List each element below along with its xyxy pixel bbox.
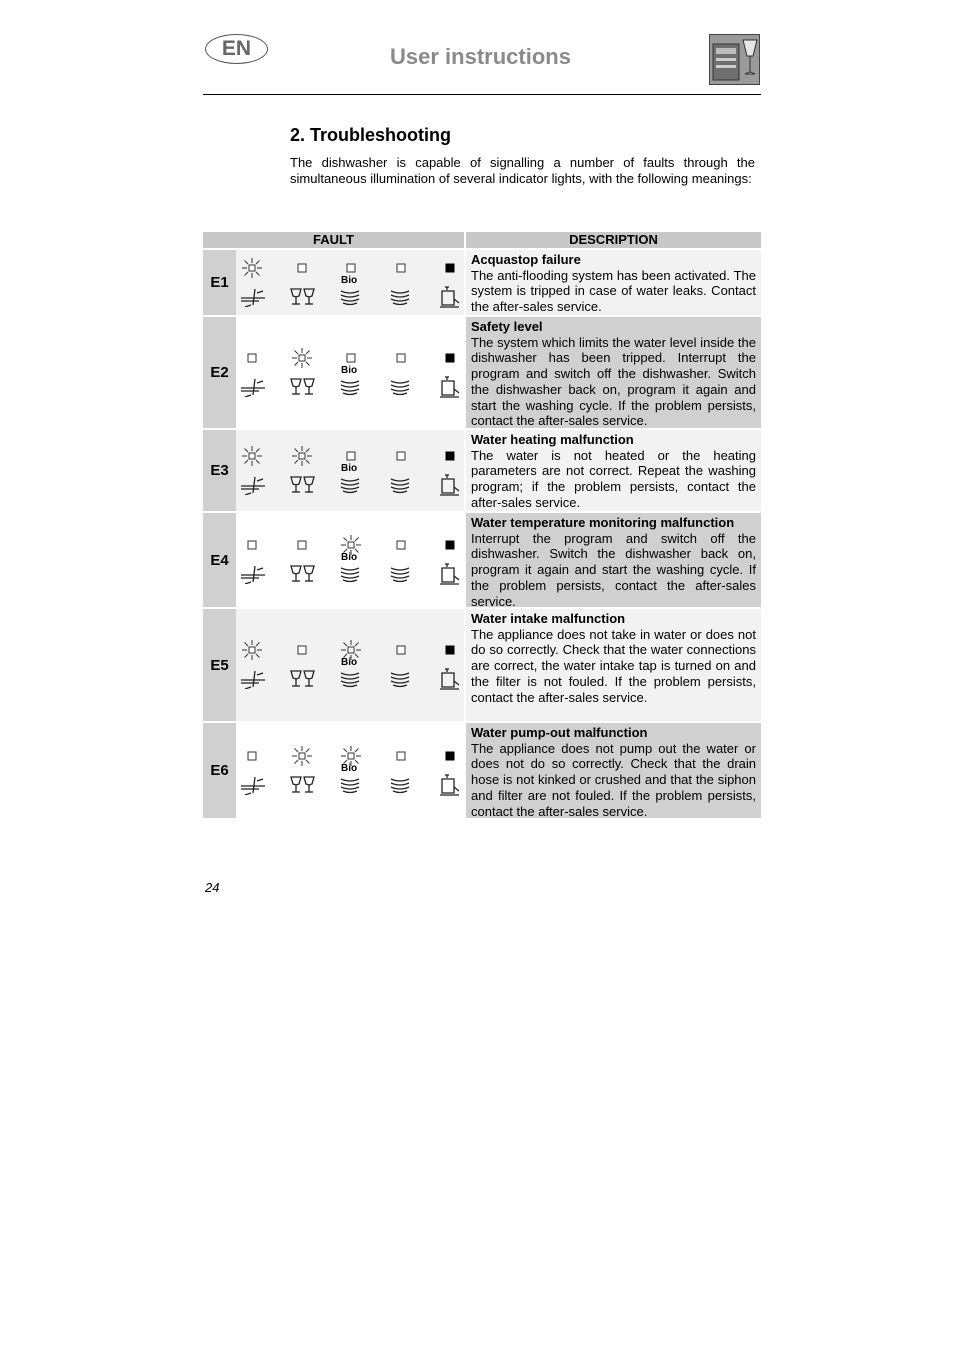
indicator-panel <box>236 430 464 511</box>
plates-icon <box>388 667 412 694</box>
tap-icon <box>239 473 267 500</box>
fault-text: Interrupt the program and switch off the dishwasher. Switch the dishwasher back on, program it again and start the washing cycle. If the problem persists, contact the after-sales service. <box>471 530 756 609</box>
pot-icon <box>437 562 463 593</box>
indicator-panel <box>236 250 464 315</box>
indicator-light-on <box>439 639 461 666</box>
bio-label: Bio <box>341 462 358 474</box>
fault-column-header: FAULT <box>203 232 464 248</box>
bio-label: Bio <box>341 657 358 668</box>
glasses-icon <box>289 773 317 800</box>
bio-label: Bio <box>341 274 358 286</box>
fault-text: The appliance does not take in water or does not do so correctly. Check that the water connections are correct, the water intake tap is turned on and the filter is not fouled. If the problem persists, contact the after-sales service. <box>471 626 756 705</box>
fault-description <box>466 513 761 607</box>
pot-icon <box>437 667 463 698</box>
fault-text: The system which limits the water level inside the dishwasher has been tripped. Interrupt the program and switch off the dishwasher. Switch the dishwasher back on, program it again and start the washing cycle. If the problem persists, contact the after-sales service. <box>471 334 756 429</box>
bio-label: Bio <box>341 552 358 563</box>
intro-paragraph: The dishwasher is capable of signalling a number of faults through the simultaneous illumination of several indicator lights, with the following meanings: <box>290 155 755 186</box>
glasses-icon <box>289 473 317 500</box>
indicator-light-on <box>439 347 461 374</box>
indicator-light-off <box>291 639 313 666</box>
fault-description <box>466 723 761 818</box>
indicator-light-on <box>439 445 461 472</box>
indicator-panel <box>236 317 464 428</box>
pot-icon <box>437 285 463 316</box>
pot-icon <box>437 375 463 406</box>
indicator-light-off <box>291 534 313 561</box>
fault-text: The water is not heated or the heating parameters are not correct. Repeat the washing program; if the problem persists, contact the after-sales service. <box>471 447 756 510</box>
indicator-light-off <box>241 347 263 374</box>
indicator-light-off <box>241 745 263 772</box>
plates-bio-icon <box>338 375 362 402</box>
indicator-light-off <box>390 639 412 666</box>
glasses-icon <box>289 375 317 402</box>
indicator-light-flash <box>291 745 313 772</box>
indicator-light-flash <box>291 445 313 472</box>
indicator-light-off <box>390 445 412 472</box>
tap-icon <box>239 375 267 402</box>
plates-icon <box>388 562 412 589</box>
indicator-panel <box>236 609 464 721</box>
tap-icon <box>239 667 267 694</box>
fault-code: E5 <box>203 609 236 721</box>
fault-description <box>466 250 761 315</box>
indicator-light-off <box>241 534 263 561</box>
description-column-header: DESCRIPTION <box>466 232 761 248</box>
bio-label: Bio <box>341 364 358 376</box>
indicator-light-off <box>291 257 313 284</box>
plates-bio-icon <box>338 773 362 800</box>
page-number: 24 <box>205 880 220 895</box>
glasses-icon <box>289 667 317 694</box>
indicator-light-flash <box>241 639 263 666</box>
fault-code: E1 <box>203 250 236 315</box>
indicator-light-on <box>439 534 461 561</box>
indicator-light-flash <box>291 347 313 374</box>
plates-bio-icon <box>338 562 362 589</box>
plates-bio-icon <box>338 473 362 500</box>
indicator-panel <box>236 723 464 818</box>
fault-code: E4 <box>203 513 236 607</box>
fault-code: E2 <box>203 317 236 428</box>
fault-title: Water heating malfunction <box>471 432 634 447</box>
document-title: User instructions <box>390 44 571 69</box>
bio-label: Bio <box>341 762 358 774</box>
indicator-light-flash <box>241 257 263 284</box>
plates-icon <box>388 773 412 800</box>
tap-icon <box>239 285 267 312</box>
tap-icon <box>239 562 267 589</box>
fault-title: Water temperature monitoring malfunction <box>471 515 735 530</box>
glasses-icon <box>289 285 317 312</box>
fault-description <box>466 609 761 721</box>
fault-title: Safety level <box>471 319 543 334</box>
indicator-light-off <box>390 534 412 561</box>
indicator-panel <box>236 513 464 607</box>
dishwasher-glass-icon <box>709 34 760 85</box>
fault-title: Water pump-out malfunction <box>471 725 648 740</box>
section-title: 2. Troubleshooting <box>290 125 451 145</box>
glasses-icon <box>289 562 317 589</box>
fault-title: Acquastop failure <box>471 252 581 267</box>
tap-icon <box>239 773 267 800</box>
indicator-light-off <box>390 347 412 374</box>
fault-title: Water intake malfunction <box>471 611 626 626</box>
plates-icon <box>388 473 412 500</box>
indicator-light-off <box>390 257 412 284</box>
fault-text: The appliance does not pump out the water or does not do so correctly. Check that the drain hose is not kinked or crushed and that the siphon and filter are not fouled. If the problem persists, contact the after-sales service. <box>471 740 756 819</box>
indicator-light-on <box>439 257 461 284</box>
indicator-light-on <box>439 745 461 772</box>
plates-icon <box>388 375 412 402</box>
plates-bio-icon <box>338 667 362 694</box>
language-badge: EN <box>205 34 268 64</box>
fault-code: E6 <box>203 723 236 818</box>
fault-text: The anti-flooding system has been activated. The system is tripped in case of water leaks. Contact the after-sales service. <box>471 267 756 315</box>
fault-description <box>466 317 761 428</box>
plates-icon <box>388 285 412 312</box>
pot-icon <box>437 473 463 504</box>
plates-bio-icon <box>338 285 362 312</box>
pot-icon <box>437 773 463 804</box>
fault-code: E3 <box>203 430 236 511</box>
fault-description <box>466 430 761 511</box>
header-divider <box>203 94 761 95</box>
indicator-light-flash <box>241 445 263 472</box>
indicator-light-off <box>390 745 412 772</box>
